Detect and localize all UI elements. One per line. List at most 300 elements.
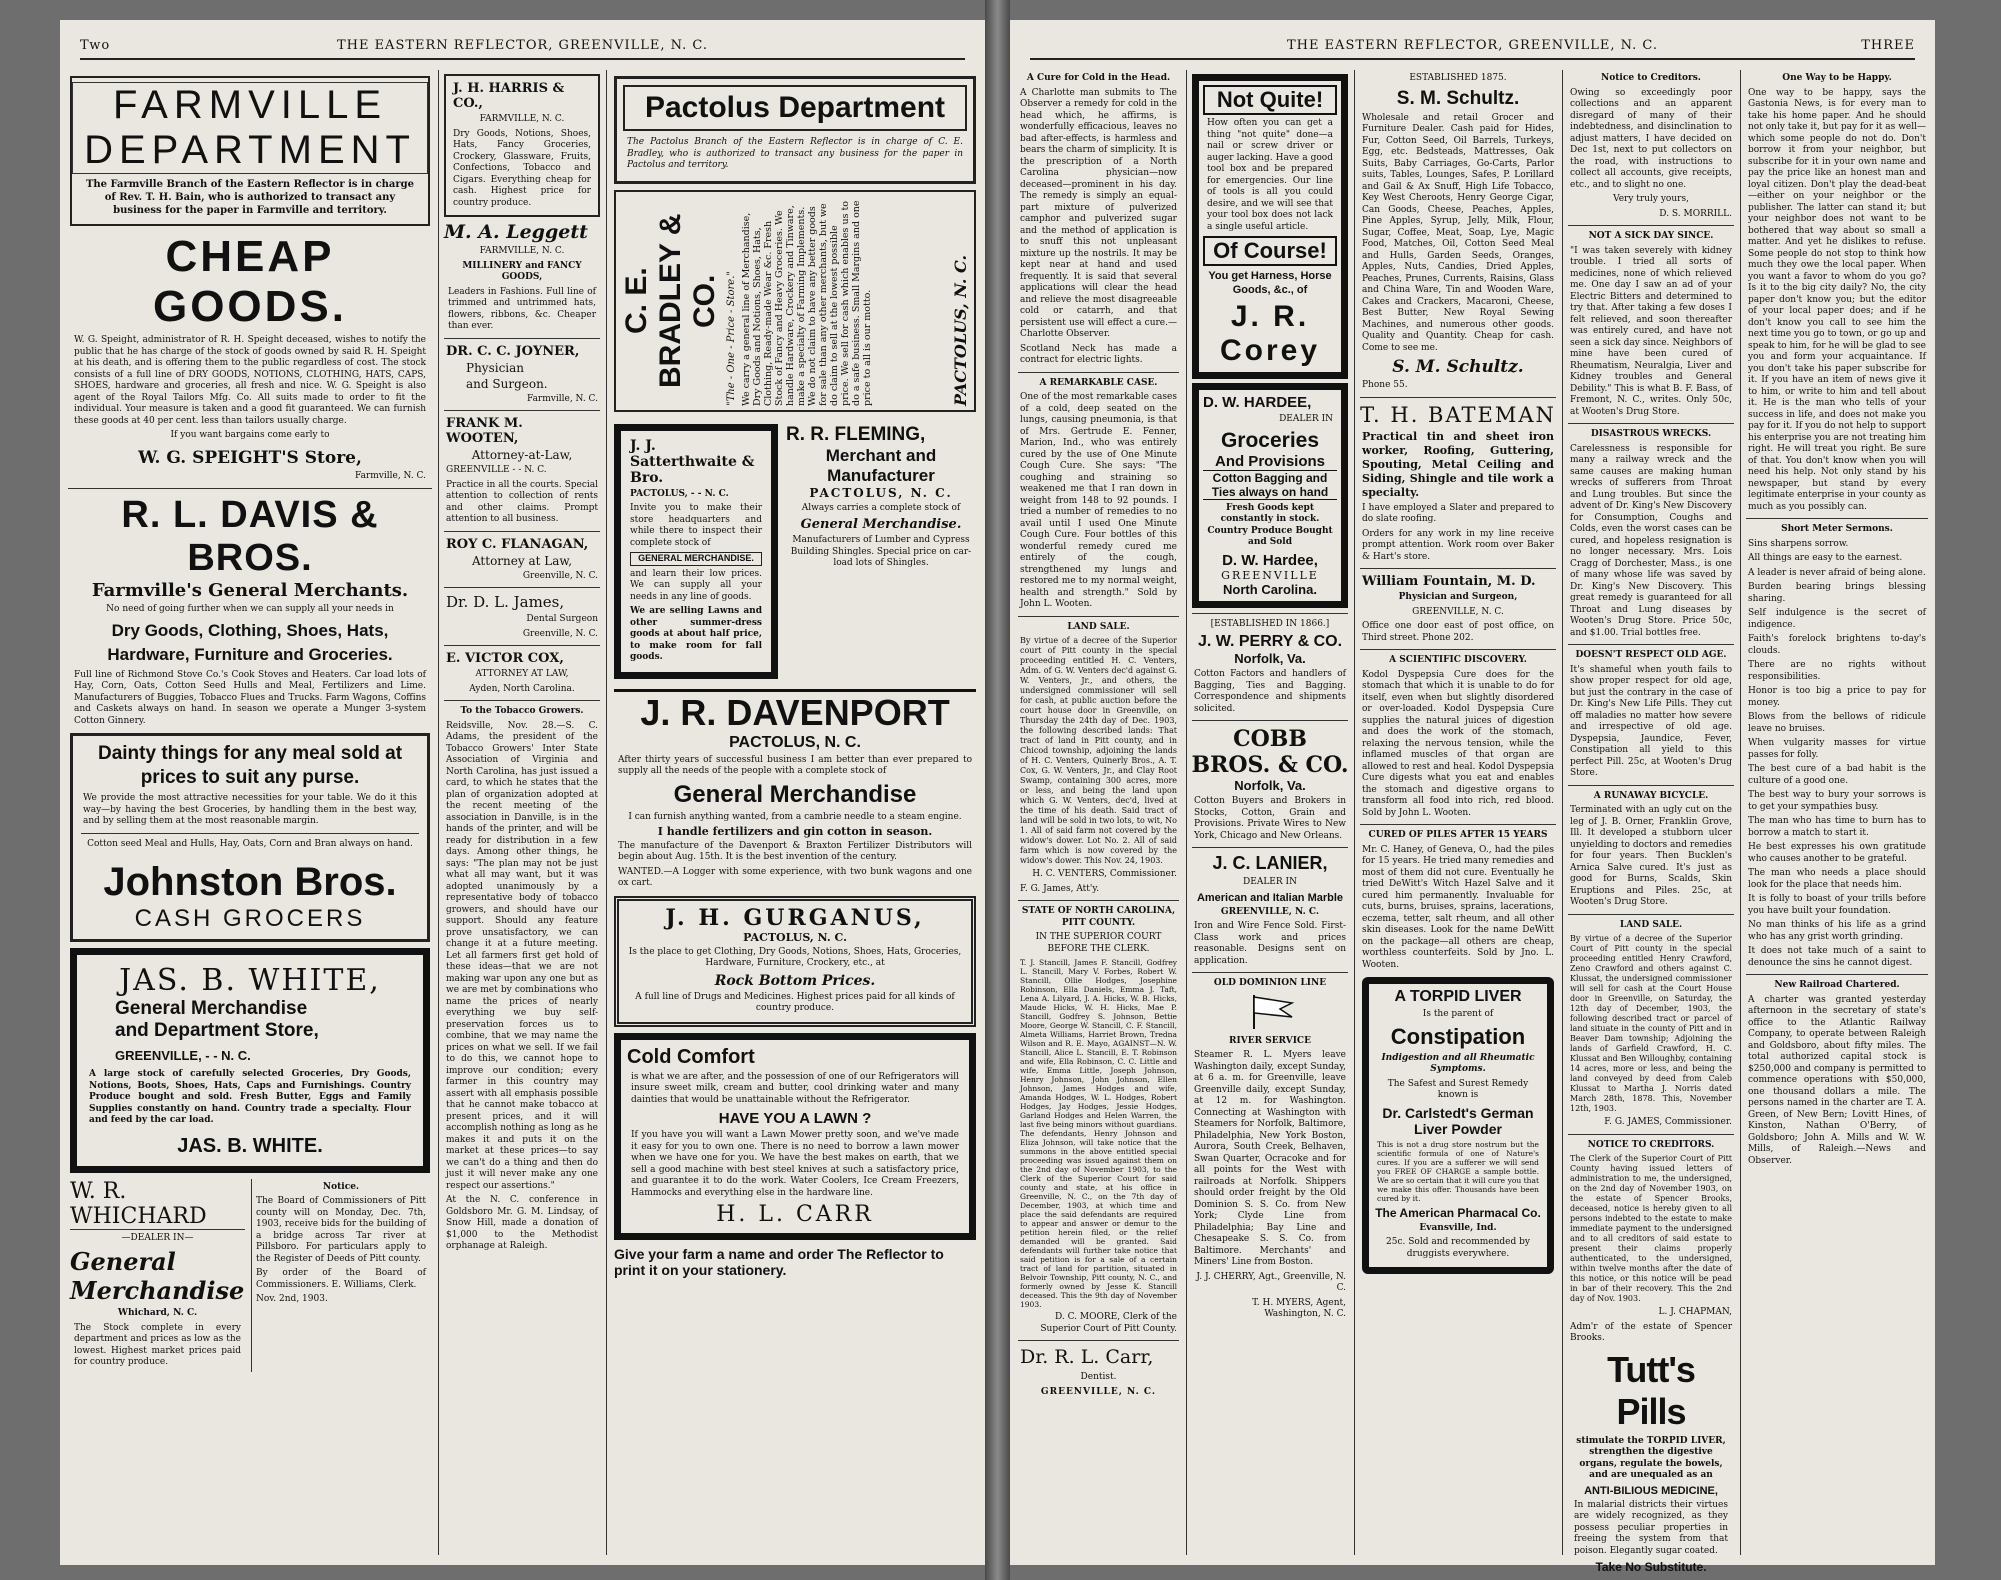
- column-rule: [606, 70, 607, 1555]
- notquite-title: Not Quite!: [1203, 85, 1337, 115]
- johnston-text2: Cotton seed Meal and Hulls, Hay, Oats, Corn and Bran always on hand.: [87, 838, 413, 849]
- bicycle-text: Terminated with an ugly cut on the leg of J. B. Orner, Franklin Grove, Ill. It developed a stubborn ulcer unyielding to doctors and remedies for four years. Then Bucklen's Arnica Salve cured. It's just as good for Burns, Scalds, Skin Eruptions and Piles. 25c, at Wooten's Drug Store.: [1570, 805, 1732, 907]
- bridge-notice-title: Notice.: [322, 1181, 360, 1192]
- page-three: [1010, 20, 1935, 1574]
- railroad-text: A charter was granted yesterday afternoon in the secretary of state's office to the Atlantic Railway Company, to operate between Raleigh and Goldsboro, about fifty miles. The total authorized capital stock is $250,000 and company is permitted to commence operations with $50,000, one thousand dollars a mile. The persons named in the charter are T. A. Green, of New Bern; Lovitt Hines, of Kinston, Nathan O'Berry, of Goldsboro; John A. Mills and W. W. Mills, of Raleigh.—News and Observer.: [1748, 994, 1926, 1166]
- davenport-text5: WANTED.—A Logger with some experience, with two bunk wagons and one ox cart.: [618, 866, 972, 888]
- satterthwaite-text2: and learn their low prices. We can supply all your needs in any line of goods.: [630, 568, 762, 602]
- schultz-est: ESTABLISHED 1875.: [1409, 73, 1507, 83]
- carr-text: is what we are after, and the possession of one of our Refrigerators will insure sweet milk, cream and butter, cool drinking water and many dainties that would be unattainable without the Refrigerator.: [631, 1071, 959, 1105]
- landsale2-text: By virtue of a decree of the Superior Court of Pitt county in the special proceeding entitled Henry Crawford, Zeno Crawford and others against C. Klussat, the undersigned commissioner will sell for cash at the Court House door in Greenville, on Saturday, the 12th day of December, 1903, the following described tract or parcel of land situate in the county of Pitt and in Beaver Dam township; Adjoining the lands of Garfield Crawford, H. C. Klussat and Ben Willoughby, containing 14 acres, more or less, and being the land conveyed by deed from Caleb Klussat to Martha J. Norris dated March 28th, 1878. This, November 12th, 1903.: [1570, 934, 1732, 1113]
- bradley-town: PACTOLUS, N. C.: [951, 254, 970, 406]
- corey-text: You get Harness, Horse Goods, &c., of: [1208, 270, 1332, 296]
- hardee-ad: [1192, 383, 1348, 608]
- harris-name: J. H. HARRIS & CO.,: [453, 81, 565, 111]
- divider: [1568, 423, 1734, 424]
- dominion-title: OLD DOMINION LINE: [1213, 978, 1327, 988]
- lanier-town: GREENVILLE, N. C.: [1220, 906, 1320, 917]
- johnston-sub: CASH GROCERS: [134, 905, 366, 932]
- davenport-text4: The manufacture of the Davenport & Braxton Fertilizer Distributors will begin about Aug. 15th. It is the best invention of the century.: [618, 840, 972, 862]
- sermons-title: Short Meter Sermons.: [1781, 524, 1893, 534]
- davis-sub: Farmville's General Merchants.: [91, 580, 409, 601]
- dominion-river: RIVER SERVICE: [1229, 1035, 1311, 1046]
- davenport-ad: [614, 689, 976, 890]
- state-text: T. J. Stancill, James F. Stancill, Godfrey L. Stancill, Mary V. Forbes, Robert W. Stancill, Ollie Hodges, Josephine Robinson, Ella Daniels, Emma J. Taft, Lena A. Lilyard, J. A. Hicks, W. B. Hicks, Maude Hicks, W. H. Hicks, Mae P. Stancill, Godfrey S. Johnson, Bettie Moore, George W. Stancill, C. F. Stancill, Almeta Williams, Harriet Brown, Tredna Wilson and R. E. Mayo, AGAINST—N. W. Stancill, Alice L. Stancill, E. T. Robinson and wife, Ella Robinson, C. C. Little and wife, Emma Little, Joseph Johnson, Henry Johnson, John Johnson, Ellen Johnson, James Hodges and wife, Amanda Hodges, W. L. Hodges, Robert Hodges, Jay Hodges, Jessie Hodges, Garland Hodges and Helen Warren, the last five being minors without guardians. The defendants, Henry Johnson and Eliza Johnson, will take notice that the summons in the above entitled special proceeding was issued against them on the 2nd day of November 1903, to the Clerk of the Superior Court for said county and state, at his office in Greenville, N. C., on the 7th day of December, 1903, at which time and place the said defendants are required to appear and answer or demur to the petition herein filed, or the relief demanded will be granted. Said defendants will further take notice that said petition is for a sale of a certain tract of land for partition, situated in Belvoir Township, Pitt county, N. C., and formerly owned by Jesse K. Stancill deceased. This the 9th day of November 1903.: [1020, 958, 1177, 1309]
- column-3: [610, 70, 980, 1560]
- divider: [1360, 649, 1556, 650]
- whichard-l2: Merchandise: [70, 1276, 245, 1305]
- landsale2-sig: F. G. JAMES, Commissioner.: [1604, 1117, 1732, 1127]
- lanier-text: Iron and Wire Fence Sold. First-Class work and prices reasonable. Designs sent on application.: [1194, 921, 1346, 966]
- carr-ad: [614, 1033, 976, 1241]
- wooten-card: [442, 416, 602, 526]
- cold-title: A Cure for Cold in the Head.: [1026, 73, 1171, 83]
- leggett-name: M. A. Leggett: [444, 221, 588, 243]
- satterthwaite-name: J. J. Satterthwaite & Bro.: [630, 437, 755, 486]
- joyner-l2: and Surgeon.: [466, 376, 548, 391]
- wooten-sub: Attorney-at-Law,: [471, 448, 573, 462]
- dominion-ad: [1190, 978, 1350, 1321]
- hardee-l1: Groceries: [1220, 428, 1320, 452]
- column-1: [66, 70, 434, 1560]
- leggett-ad: [444, 221, 600, 333]
- leggett-text: Leaders in Fashions. Full line of trimmed and untrimmed hats, flowers, ribbons, &c. Cheaper than ever.: [448, 286, 596, 331]
- sermon-item: The best cure of a bad habit is the culture of a good one.: [1748, 764, 1926, 786]
- wooten-town: GREENVILLE - - N. C.: [446, 465, 547, 475]
- johnston-name: Johnston Bros.: [103, 860, 397, 904]
- hardee-cotton: Cotton Bagging and Ties always on hand: [1203, 470, 1337, 500]
- farmville-department: [70, 76, 430, 226]
- bottom-row: [70, 1179, 430, 1372]
- column-a: [1016, 70, 1181, 1560]
- bradley-ad: [614, 190, 976, 412]
- dominion-text: Steamer R. L. Myers leave Washington daily, except Sunday, at 6 a. m. for Greenville, leave Greenville daily, except Sunday, at 12 m. for Washington. Connecting at Washington with Steamers for Norfolk, Baltimore, Philadelphia, New York Boston, Aurora, South Creek, Belhaven, Swan Quarter, Ocracoke and for all points for the West with railroads at Norfolk. Shippers should order freight by the Old Dominion S. S. Co. from New York; Clyde Line from Philadelphia; Bay Line and Chesapeake S. S. Co. from Baltimore. Merchants' and Miners' Line from Boston.: [1194, 1050, 1346, 1267]
- column-c: [1358, 70, 1558, 1560]
- divider: [1192, 613, 1348, 614]
- morrill-notice-title: Notice to Creditors.: [1601, 73, 1701, 83]
- cobb-name: COBB BROS. & CO.: [1191, 726, 1349, 778]
- gurganus-text2: A full line of Drugs and Medicines. Highest prices paid for all kinds of country produce.: [635, 991, 955, 1013]
- tutt-anti: ANTI-BILIOUS MEDICINE,: [1584, 1484, 1718, 1497]
- column-2: [442, 70, 602, 1560]
- satterthwaite-ad: [614, 424, 778, 679]
- tutt-ad: [1570, 1349, 1732, 1575]
- kodol-text: Kodol Dyspepsia Cure does for the stomach that which it is unable to do for itself, even when but slightly disordered or over-loaded. Kodol Dyspepsia Cure supplies the natural juices of digestion and does the work of the stomach, relaxing the nervous tension, while the inflamed muscles of that organ are allowed to rest and heal. Kodol Dyspepsia Cure digests what you eat and enables the stomach and digestive organs to transform all food into rich, red blood. Sold by John L. Wooten.: [1362, 669, 1554, 818]
- carr-dentist-sub: Dentist.: [1080, 1372, 1117, 1382]
- hardee-text: Fresh Goods kept constantly in stock. Country Produce Bought and Sold: [1207, 502, 1333, 547]
- corey-name: J. R. Corey: [1219, 300, 1321, 367]
- sermon-item: Self indulgence is the secret of indigence.: [1748, 608, 1926, 630]
- sick-text: "I was taken severely with kidney trouble. I tried all sorts of medicines, none of which relieved me. One day I saw an ad of your Electric Bitters and determined to try that. After taking a few doses I felt relieved, and soon thereafter was entirely cured, and have not seen a sick day since. Neighbors of mine have been cured of Rheumatism, Neuralgia, Liver and Kidney troubles and General Debility." This is what B. F. Bass, of Fremont, N. C., writes. Only 50c, at Wooten's Drug Store.: [1570, 245, 1732, 417]
- fleming-sub: General Merchandise.: [800, 517, 962, 532]
- fleming-l1: Merchant and: [825, 445, 937, 465]
- whichard-town: Whichard, N. C.: [117, 1308, 198, 1318]
- sermon-item: The man who has time to burn has to borrow a match to start it.: [1748, 816, 1926, 838]
- column-e: [1744, 70, 1930, 1560]
- fleming-town: PACTOLUS, N. C.: [809, 485, 953, 500]
- sermon-item: It does not take much of a saint to denounce the sins he cannot digest.: [1748, 946, 1926, 968]
- fountain-town: GREENVILLE, N. C.: [1412, 606, 1504, 617]
- johnston-head: Dainty things for any meal sold at prices to suit any purse.: [97, 743, 403, 788]
- johnston-ad: [70, 733, 430, 942]
- hardee-state: North Carolina.: [1223, 581, 1317, 597]
- cheap-goods-text2: If you want bargains come early to: [170, 430, 330, 440]
- torpid-sold: 25c. Sold and recommended by druggists everywhere.: [1386, 1237, 1530, 1259]
- perry-ad: [1190, 619, 1350, 716]
- davis-text: Full line of Richmond Stove Co.'s Cook Stoves and Heaters. Car load lots of Hay, Corn, Oats, Cotton Seed Hulls and Meal, Fertilizers and Lime. Manufacturers of Buggies, Tobacco Flues and Trucks. Farm Wagons, Coffins and Caskets always on hand. In season we operate a Munger 3-system Cotton Ginnery.: [74, 669, 426, 726]
- hardee-sig: D. W. Hardee,: [1222, 551, 1318, 569]
- bridge-notice-date: Nov. 2nd, 1903.: [256, 1294, 328, 1304]
- fountain-text: Office one door east of post office, on Third street. Phone 202.: [1362, 621, 1554, 643]
- sermon-item: Faith's forelock brightens to-day's clouds.: [1748, 634, 1926, 656]
- gurganus-name: J. H. GURGANUS,: [665, 904, 925, 931]
- bridge-notice-sig: By order of the Board of Commissioners. E. Williams, Clerk.: [256, 1268, 426, 1290]
- flanagan-town: Greenville, N. C.: [522, 570, 598, 581]
- hardee-l2: And Provisions: [1214, 452, 1326, 470]
- lanier-ad: [1190, 853, 1350, 967]
- hardee-town: GREENVILLE: [1221, 568, 1319, 582]
- speight-store: W. G. SPEIGHT'S Store,: [138, 447, 362, 468]
- lanier-dealer: DEALER IN: [1243, 877, 1297, 887]
- column-rule: [1740, 70, 1741, 1555]
- cold-text: A Charlotte man submits to The Observer a remedy for cold in the head which, he affirms, is wonderfully efficacious, leaves no bad after-effects, is harmless and bears the charm of simplicity. It is the prescription of a North Carolina physician—now deceased—prominent in his day. The remedy is simply an equal-part mixture of pulverized camphor and pulverized sugar and the method of application is to snuff this not unpleasant mixture up the nostrils. It may be kept near at hand and used frequently. It is said that several applications will clear the head and relieve the most disagreeable cold or catarrh, and that persistent use will effect a cure.—Charlotte Observer.: [1020, 87, 1177, 339]
- hardee-dealer: DEALER IN: [1279, 414, 1333, 424]
- white-text: A large stock of carefully selected Groceries, Dry Goods, Notions, Boots, Shoes, Hats, Caps and Furnishings. Country Produce bought and sold. Fresh Butter, Eggs and Family Supplies constantly on hand. Country trade a specialty. Flour and feed by the car load.: [89, 1069, 411, 1125]
- divider: [68, 488, 432, 489]
- davenport-name: J. R. DAVENPORT: [640, 691, 950, 733]
- sermon-item: The man who needs a place should look for the place that needs him.: [1748, 868, 1926, 890]
- bridge-notice: [251, 1179, 430, 1372]
- perry-town: Norfolk, Va.: [1234, 651, 1306, 666]
- sermon-item: Burden bearing brings blessing sharing.: [1748, 582, 1926, 604]
- satterthwaite-text3: We are selling Lawns and other summer-dress goods at about half price, to make room for fall goods.: [630, 606, 762, 662]
- fleming-name: R. R. FLEMING,: [786, 423, 926, 445]
- ofcourse-title: Of Course!: [1203, 236, 1337, 266]
- davenport-text: After thirty years of successful business I am better than ever prepared to supply all the needs of the people with a complete stock of: [618, 754, 972, 776]
- schultz-phone: Phone 55.: [1362, 380, 1408, 390]
- sermon-item: The best way to bury your sorrows is to get your sympathies busy.: [1748, 790, 1926, 812]
- torpid-liver-ad: [1362, 977, 1554, 1274]
- tutt-sub: Take No Substitute.: [1595, 1560, 1707, 1574]
- sick-title: NOT A SICK DAY SINCE.: [1588, 231, 1714, 241]
- joyner-l1: Physician: [466, 360, 525, 375]
- james-name: Dr. D. L. James,: [446, 593, 565, 611]
- davenport-text2: I can furnish anything wanted, from a cambrie needle to a steam engine.: [628, 811, 962, 822]
- fountain-sub: Physician and Surgeon,: [1398, 592, 1518, 602]
- bradley-slogan: "The - One - Price - Store.": [726, 270, 737, 406]
- sermons-list: [1744, 539, 1930, 970]
- davis-line: No need of going further when we can supply all your needs in: [106, 604, 394, 614]
- wrecks-title: DISASTROUS WRECKS.: [1590, 429, 1712, 439]
- piles-text: Mr. C. Haney, of Geneva, O., had the piles for 15 years. He tried many remedies and most of them did not cure. Eventually he tried DeWitt's Witch Hazel Salve and it cured him permanently. Invaluable for cuts, burns, bruises, sprains, lacerations, eczema, tetter, salt rheum, and all other skin diseases. Look for the name DeWitt on the package—all others are cheap, worthless counterfeits. Sold by Jno. L. Wooten.: [1362, 844, 1554, 970]
- bateman-text3: Orders for any work in my line receive prompt attention. Work room over Baker & Hart's store.: [1362, 528, 1554, 562]
- sermon-item: He best expresses his own gratitude who causes another to be grateful.: [1748, 842, 1926, 864]
- torpid-t4: Indigestion and all Rheumatic Symptoms.: [1381, 1052, 1535, 1074]
- divider: [444, 700, 600, 701]
- divider: [1568, 785, 1734, 786]
- davis-ad: [70, 494, 430, 727]
- torpid-t2: Is the parent of: [1422, 1009, 1494, 1019]
- masthead-title: THE EASTERN REFLECTOR, GREENVILLE, N. C.: [1286, 38, 1659, 53]
- gurganus-text: Is the place to get Clothing, Dry Goods, Notions, Shoes, Hats, Groceries, Hardware, Furniture, Crockery, etc., at: [628, 946, 962, 968]
- james-card: [442, 593, 602, 640]
- divider: [1360, 397, 1556, 398]
- carr-lawn: HAVE YOU A LAWN ?: [718, 1110, 872, 1127]
- perry-name: J. W. PERRY & CO.: [1197, 633, 1343, 650]
- divider: [1360, 824, 1556, 825]
- torpid-text: This is not a drug store nostrum but the scientific formula of one of Nature's cures. If you are a sufferer we will send you FREE OF CHARGE a sample bottle. We are so certain that it will cure you that we make this offer. Thousands have been cured by it.: [1377, 1139, 1539, 1203]
- harris-text: Dry Goods, Notions, Shoes, Hats, Fancy Groceries, Crockery, Glassware, Fruits, Confections, Tobacco and Cigars. Everything cheap for cash. Highest price for country produce.: [453, 128, 591, 208]
- page-header: [1030, 38, 1915, 60]
- corey-ad: [1192, 74, 1348, 379]
- whichard-dealer: —DEALER IN—: [121, 1232, 194, 1243]
- morrill-notice-text: Owing so exceedingly poor collections and an apparent disregard of many of their indebtedness, and disinclination to adjust matters, I have decided on Dec 1st, next to put collectors on the road, with instructions to collect all accounts, give receipts, etc., and to slight no one.: [1570, 87, 1732, 190]
- flanagan-name: ROY C. FLANAGAN,: [446, 536, 589, 552]
- flag-icon: [1190, 993, 1350, 1033]
- divider: [444, 410, 600, 411]
- remarkable-title: A REMARKABLE CASE.: [1039, 377, 1158, 388]
- kodol-title: A SCIENTIFIC DISCOVERY.: [1389, 655, 1527, 665]
- divider: [1568, 1134, 1734, 1135]
- column-rule: [1186, 70, 1187, 1555]
- creditors-sig: L. J. CHAPMAN,: [1658, 1307, 1732, 1317]
- davenport-town: PACTOLUS, N. C.: [729, 733, 861, 751]
- divider: [1192, 720, 1348, 721]
- bateman-name: T. H. BATEMAN: [1360, 402, 1556, 427]
- james-sub: Dental Surgeon: [526, 614, 598, 624]
- davenport-text3: I handle fertilizers and gin cotton in season.: [657, 825, 933, 838]
- divider: [444, 338, 600, 339]
- sermon-item: No man thinks of his life as a grind who has any grist worth grinding.: [1748, 920, 1926, 942]
- carr-dentist-town: GREENVILLE, N. C.: [1040, 1386, 1157, 1397]
- cox-sub: ATTORNEY AT LAW,: [475, 669, 569, 679]
- respect-title: DOESN'T RESPECT OLD AGE.: [1575, 650, 1727, 660]
- bicycle-title: A RUNAWAY BICYCLE.: [1593, 790, 1709, 801]
- sermon-item: It is folly to boast of your trills before you have built your foundation.: [1748, 894, 1926, 916]
- hardee-name: D. W. HARDEE,: [1203, 394, 1312, 411]
- white-town: GREENVILLE, - - N. C.: [115, 1048, 251, 1063]
- satterthwaite-big: GENERAL MERCHANDISE.: [630, 552, 762, 566]
- cobb-text: Cotton Buyers and Brokers in Stocks, Cotton, Grain and Provisions. Private Wires to New York, Chicago and New Orleans.: [1194, 796, 1346, 841]
- state-sub: IN THE SUPERIOR COURT BEFORE THE CLERK.: [1035, 932, 1162, 954]
- page-gutter: [985, 0, 1010, 1580]
- satterthwaite-text: Invite you to make their store headquarters and while there to inspect their complete stock of: [630, 503, 762, 548]
- bradley-name: C. E. BRADLEY & CO.: [620, 213, 721, 388]
- sermon-item: Sins sharpens sorrow.: [1748, 538, 1849, 549]
- davis-goods: Dry Goods, Clothing, Shoes, Hats, Hardware, Furniture and Groceries.: [107, 620, 393, 664]
- page-number: Two: [80, 38, 111, 53]
- tobacco-text2: At the N. C. conference in Goldsboro Mr. G. M. Lindsay, of Snow Hill, made a donation of $1,000 to the Methodist orphanage at Raleigh.: [446, 1195, 598, 1251]
- creditors-text: The Clerk of the Superior Court of Pitt County having issued letters of administration to me, the undersigned, on the 2nd day of November 1903, on the estate of Spencer Brooks, deceased, notice is hereby given to all persons indebted to the estate to make immediate payment to the undersigned and to all creditors of said estate to present their claims properly authenticated, to the undersigned, within twelve months after the date of this notice, or this notice will be pead in bar of their recovery. This the 2nd day of Nov. 1903.: [1570, 1154, 1732, 1303]
- fleming-text: Always carries a complete stock of: [801, 502, 961, 513]
- torpid-co: The American Pharmacal Co.: [1375, 1205, 1541, 1220]
- gurganus-ad: [614, 896, 976, 1027]
- creditors-sig2: Adm'r of the estate of Spencer Brooks.: [1570, 1321, 1732, 1343]
- cheap-goods-text: W. G. Speight, administrator of R. H. Speight deceased, wishes to notify the public that he has charge of the stock of goods owned by said R. H. Speight at his death, and is offering them to the public regardless of cost. The stock consists of a full line of DRY GOODS, NOTIONS, CLOTHING, HATS, CAPS, SHOES, hardware and groceries, all fresh and nice. W. G. Speight is also agent of the Royal Tailors Mfg. Co. All suits made to order to fit the individual. Your measure is taken and a good fit guaranteed. We can furnish these goods at 40 per cent. less than tailors usually charge.: [74, 335, 426, 426]
- column-b: [1190, 70, 1350, 1560]
- divider: [444, 587, 600, 588]
- farm-name-ad: Give your farm a name and order The Reflector to print it on your stationery.: [614, 1246, 944, 1278]
- whichard-ad: [70, 1179, 245, 1372]
- cobb-ad: [1190, 726, 1350, 842]
- lanier-name: J. C. LANIER,: [1212, 853, 1328, 873]
- flanagan-card: [442, 537, 602, 583]
- wrecks-text: Carelessness is responsible for many a railway wreck and the same causes are making human wrecks of sufferers from Throat and Lung troubles. But since the advent of Dr. King's New Discovery for Consumption, Coughs and Colds, even the worst cases can be cured, and hopeless resignation is no longer necessary. Mrs. Lois Cragg of Dorchester, Mass., is one of many whose life was saved by Dr. King's New Discovery. This great remedy is guaranteed for all Throat and Lung diseases by Wooten's Drug Store. Price 50c, and $1.00. Trial bottles free.: [1570, 443, 1732, 638]
- whichard-text: The Stock complete in every department and prices as low as the lowest. Highest market prices paid for country produce.: [74, 1322, 241, 1367]
- tobacco-text: Reidsville, Nov. 28.—S. C. Adams, the president of the Tobacco Growers' Inter State Association of Virginia and North Carolina, has just issued a card, to which he states that the plan of organization adopted at the recent meeting of the association in Danville, is in the hands of the printer, and will be ready for distribution in a few days. Among other things, he says: "The plan may not be just what all may want, but it was adopted unanimously by a representative body of tobacco growers, and should have our support. Should any feature prove unsatisfactory, we can change it at a future meeting. Let all farmers first get hold of these ideas—that we are not making war upon any one but as we are met by combinations who name the prices of nearly everything we buy self-preservation forces us to combine, that we may name the prices on what we sell. If we fail to do this, we cannot hope to improve our condition; every farmer in this country may assert with all emphasis possible that he cannot make tobacco at present prices, and it will accomplish nothing as long as he makes it and puts it on the market at these prices—to say we can't do a thing and then do just it will never make any one respect our assertions.": [446, 720, 598, 1191]
- creditors-title: NOTICE TO CREDITORS.: [1587, 1139, 1715, 1150]
- state-title: STATE OF NORTH CAROLINA, PITT COUNTY.: [1021, 906, 1176, 928]
- carr-name: H. L. CARR: [716, 1202, 874, 1227]
- gurganus-town: PACTOLUS, N. C.: [743, 930, 847, 944]
- pactolus-title: Pactolus Department: [623, 85, 967, 131]
- gurganus-big: Rock Bottom Prices.: [714, 972, 876, 989]
- sermon-item: There are no rights without responsibilities.: [1748, 660, 1926, 682]
- page-two: [60, 20, 985, 1565]
- pactolus-row: [610, 418, 980, 685]
- perry-text: Cotton Factors and handlers of Bagging, Ties and Bagging. Correspondence and shipments solicited.: [1194, 669, 1346, 714]
- white-l1: General Merchandise: [115, 998, 308, 1019]
- white-title: JAS. B. WHITE,: [119, 963, 381, 998]
- sermon-item: When vulgarity masses for virtue passes for folly.: [1748, 738, 1926, 760]
- tobacco-title: To the Tobacco Growers.: [460, 706, 584, 716]
- divider: [1568, 225, 1734, 226]
- bateman-text2: I have employed a Slater and prepared to do slate roofing.: [1362, 502, 1554, 524]
- notquite-text: How often you can get a thing "not quite" done—a nail or screw driver or auger lacking. Have a good tool box and be prepared for emergencies. Our line of tools is all you could desire, and we will see that your tool box does not lack a single useful article.: [1207, 118, 1333, 232]
- davenport-big: General Merchandise: [673, 780, 917, 808]
- schultz-name: S. M. Schultz.: [1396, 87, 1520, 109]
- torpid-town: Evansville, Ind.: [1419, 1222, 1497, 1233]
- fleming-text2: Manufacturers of Lumber and Cypress Building Shingles. Special price on car-load lots of Shingles.: [790, 535, 972, 568]
- cobb-town: Norfolk, Va.: [1234, 778, 1306, 793]
- carr-text2: If you have you will want a Lawn Mower pretty soon, and we've made it easy for you to own one. There is no need to borrow a lawn mower when we have one for you. We have the best makes on earth, that we sell a good machine with best steel knives at such a satisfactory price, and guarantee it to do the work. Water Coolers, Ice Cream Freezers, Hammocks and everything else in the hardware line.: [631, 1130, 959, 1198]
- speight-town: Farmville, N. C.: [354, 470, 426, 481]
- divider: [1018, 372, 1179, 373]
- leggett-sub: MILLINERY and FANCY GOODS,: [462, 260, 582, 282]
- cheap-goods-title: CHEAP GOODS.: [152, 232, 348, 331]
- tutt-text: stimulate the TORPID LIVER, strengthen the digestive organs, regulate the bowels, and are unequaled as an: [1576, 1435, 1726, 1480]
- harris-town: FARMVILLE, N. C.: [479, 114, 565, 124]
- wooten-text: Practice in all the courts. Special attention to collection of rents and other claims. Prompt attention to all business.: [446, 479, 598, 524]
- davis-title: R. L. DAVIS & BROS.: [121, 494, 379, 579]
- whichard-l1: General: [70, 1247, 176, 1276]
- divider: [1192, 847, 1348, 848]
- carr-dentist-name: Dr. R. L. Carr,: [1020, 1346, 1154, 1368]
- fleming-ad: [786, 424, 976, 679]
- page-number: THREE: [1861, 38, 1915, 53]
- dominion-agent: J. J. CHERRY, Agt., Greenville, N. C.: [1196, 1271, 1346, 1293]
- divider: [444, 645, 600, 646]
- sermon-item: Honor is too big a price to pay for money.: [1748, 686, 1926, 708]
- landsale-title: LAND SALE.: [1067, 621, 1130, 632]
- masthead-title: THE EASTERN REFLECTOR, GREENVILLE, N. C.: [336, 38, 709, 53]
- cox-town: Ayden, North Carolina.: [469, 683, 575, 694]
- dominion-agent2: T. H. MYERS, Agent, Washington, N. C.: [1252, 1297, 1346, 1319]
- divider: [1746, 518, 1928, 519]
- joyner-card: [442, 344, 602, 406]
- divider: [1568, 644, 1734, 645]
- happy-title: One Way to be Happy.: [1782, 73, 1892, 83]
- divider: [1018, 616, 1179, 617]
- morrill-notice-sig: Very truly yours,: [1613, 194, 1689, 204]
- cox-card: [442, 651, 602, 695]
- divider: [1018, 900, 1179, 901]
- tutt-text2: In malarial districts their virtues are widely recognized, as they possess peculiar properties in freeing the system from that poison. Elegantly sugar coated.: [1574, 1499, 1728, 1556]
- lanier-sub: American and Italian Marble: [1196, 891, 1344, 904]
- column-d: [1566, 70, 1736, 1574]
- page-header: [80, 38, 965, 60]
- landsale-text: By virtue of a decree of the Superior court of Pitt county in the special proceeding entitled H. C. Venters, Adm. of G. W. Venters dec'd against G. W. Venters, Jr., and others, the undersigned commissioner will sell for cash, at public auction before the court house door in Greenville, on Thursday the 24th day of Dec. 1903, the following described lands: That tract of land in Pitt county, and in Chicod township, adjoining the lands of H. C. Venters, Quinerly Bros., A. T. Cox, G. W. Venters, Jr., and Clay Root Swamp, containing 300 acres, more or less, and being the land upon which G. W. Venters, dec'd, lived at the time of his death. Said tract of land will be sold in two lots, to wit, No 1. All of said farm not covered by the widow's dower. Lot No. 2. All of said farm which is now covered by the widow's dower. This Nov. 24, 1903.: [1020, 636, 1177, 865]
- landsale-sig: H. C. VENTERS, Commissioner.: [1032, 869, 1177, 879]
- leggett-town: FARMVILLE, N. C.: [479, 246, 565, 256]
- perry-est: [ESTABLISHED IN 1866.]: [1210, 618, 1330, 629]
- cold-text2: Scotland Neck has made a contract for electric lights.: [1020, 343, 1177, 365]
- schultz-text: Wholesale and retail Grocer and Furniture Dealer. Cash paid for Hides, Fur, Cotton Seed, Oil Barrels, Turkeys, Egg, etc. Bedsteads, Mattresses, Oak Suits, Baby Carriages, Go-Carts, Parlor suits, Tables, Lounges, Safes, P. Lorillard and Gail & Ax Snuff, High Life Tobacco, Key West Cheroots, Henry George Cigar, Can Goods, Cheese, Peaches, Apples, Pine Apples, Syrup, Jelly, Milk, Flour, Sugar, Coffee, Meat, Soap, Lye, Magic Food, Matches, Oil, Cotton Seed Meal and Hulls, Garden Seeds, Oranges, Apples, Nuts, Candies, Dried Apples, Peaches, Prunes, Currents, Raisins, Glass and China Ware, Tin and Wooden Ware, Cakes and Crackers, Macaroni, Cheese, Best Butter, New Royal Sewing Machines, and numerous other goods. Quality and Quantity. Cheap for cash. Come to see me.: [1362, 112, 1554, 353]
- state-sig: D. C. MOORE, Clerk of the Superior Court of Pitt County.: [1040, 1312, 1177, 1334]
- sermon-item: All things are easy to the earnest.: [1748, 553, 1903, 563]
- divider: [444, 531, 600, 532]
- divider: [81, 833, 419, 834]
- johnston-text: We provide the most attractive necessities for your table. We do it this way—by having the best Groceries, by handling them in the best way, and by selling them at the most reasonable margin.: [83, 793, 417, 826]
- column-rule: [438, 70, 439, 1555]
- cox-name: E. VICTOR COX,: [446, 651, 564, 666]
- divider: [1568, 914, 1734, 915]
- james-town: Greenville, N. C.: [522, 628, 598, 639]
- morrill-notice-name: D. S. MORRILL.: [1659, 208, 1732, 219]
- farmville-text: The Farmville Branch of the Eastern Reflector is in charge of Rev. T. H. Bain, who is authorized to transact any business for the paper in Farmville and territory.: [85, 179, 415, 216]
- joyner-town: Farmville, N. C.: [526, 393, 598, 404]
- harris-ad: [444, 74, 600, 217]
- landsale2-title: LAND SALE.: [1619, 919, 1683, 930]
- satterthwaite-town: PACTOLUS, - - N. C.: [630, 488, 729, 499]
- divider: [1018, 1340, 1179, 1341]
- happy-text: One way to be happy, says the Gastonia News, is for every man to take his home paper. And he should not only take it, but pay for it as well—which some people do not do. Don't borrow it from your neighbor, but subscribe for it in your own name and pay the price like an honest man and loyal citizen. Don't play the dead-beat—either on your neighbor or the publisher. The latter can stand it; but your neighbor does not want to be bothered that way about so small a matter. And yet he dislikes to refuse. Some people do not stop to think how much they owe the local paper. When you want a favor to whom do you go? Is it to the big city daily? No, the city paper don't know you; but the editor of your local paper does; and if he don't know you call to see him the next time you go to town, or go up and speak to him, for he will be glad to see you and form your acquaintance. If you don't take his paper subscribe for it. If you have an item of news give it to him, or write to him and tell about it. He is the man who tells of your success in life, and does not make you pay for it. If you do not help to support his enterprise you are not treating him right. He will treat you right. Be sure of that. You don't know when you will need his help. Not only stand by his newspaper, but stand by every legitimate enterprise in your county as much as you possibly can.: [1748, 87, 1926, 512]
- whichard-title: W. R. WHICHARD: [70, 1179, 245, 1230]
- tutt-title: Tutt's Pills: [1607, 1348, 1695, 1432]
- sermon-item: A leader is never afraid of being alone.: [1748, 567, 1926, 578]
- schultz-sig: S. M. Schultz.: [1392, 357, 1524, 377]
- cheap-goods-ad: [70, 232, 430, 482]
- fountain-name: William Fountain, M. D.: [1362, 574, 1536, 589]
- torpid-t3: Constipation: [1390, 1023, 1526, 1049]
- bateman-text: Practical tin and sheet iron worker, Roofing, Guttering, Spouting, Metal Ceiling and Siding, Shingle and tile work a specialty.: [1362, 429, 1554, 499]
- fleming-l2: Manufacturer: [827, 465, 935, 485]
- railroad-title: New Railroad Chartered.: [1774, 980, 1900, 990]
- white-sig: JAS. B. WHITE.: [177, 1134, 323, 1157]
- divider: [1192, 972, 1348, 973]
- column-rule: [1562, 70, 1563, 1555]
- remarkable-text: One of the most remarkable cases of a cold, deep seated on the lungs, causing pneumonia, is that of Mrs. Gertrude E. Fenner, Marion, Ind., who was entirely cured by the use of One Minute Cough Cure. She says: "The coughing and straining so weakened me that I ran down in weight from 148 to 92 pounds. I tried a number of remedies to no avail until I used One Minute Cough Cure. Four bottles of this wonderful remedy cured me entirely of the cough, strengthened my lungs and restored me to my normal weight, health and strength." Sold by John L. Wooten.: [1020, 392, 1177, 609]
- landsale-atty: F. G. James, Att'y.: [1020, 883, 1100, 894]
- bridge-notice-text: The Board of Commissioners of Pitt county will on Monday, Dec. 7th, 1903, receive bids for the building of a bridge across Tar river at Pillsboro. For particulars apply to the Register of Deeds of Pitt county.: [256, 1196, 426, 1264]
- pactolus-text: The Pactolus Branch of the Eastern Reflector is in charge of C. E. Bradley, who is authorized to transact any business for the paper in Pactolus and territory.: [627, 137, 963, 170]
- carr-title: Cold Comfort: [627, 1045, 755, 1068]
- divider: [1746, 974, 1928, 975]
- pactolus-department: [614, 76, 976, 184]
- flanagan-sub: Attorney at Law,: [471, 553, 573, 568]
- sermon-item: Blows from the bellows of ridicule leave no bruises.: [1748, 712, 1926, 734]
- farmville-title: FARMVILLE DEPARTMENT: [72, 82, 428, 174]
- torpid-t5: The Safest and Surest Remedy known is: [1387, 1078, 1529, 1100]
- torpid-t6: Dr. Carlstedt's German Liver Powder: [1382, 1104, 1534, 1137]
- column-rule: [1354, 70, 1355, 1555]
- white-l2: and Department Store,: [115, 1020, 319, 1041]
- piles-title: CURED OF PILES AFTER 15 YEARS: [1368, 830, 1548, 840]
- white-ad: [70, 948, 430, 1173]
- divider: [1360, 568, 1556, 569]
- wooten-name: FRANK M. WOOTEN,: [446, 416, 523, 446]
- joyner-name: DR. C. C. JOYNER,: [446, 343, 580, 359]
